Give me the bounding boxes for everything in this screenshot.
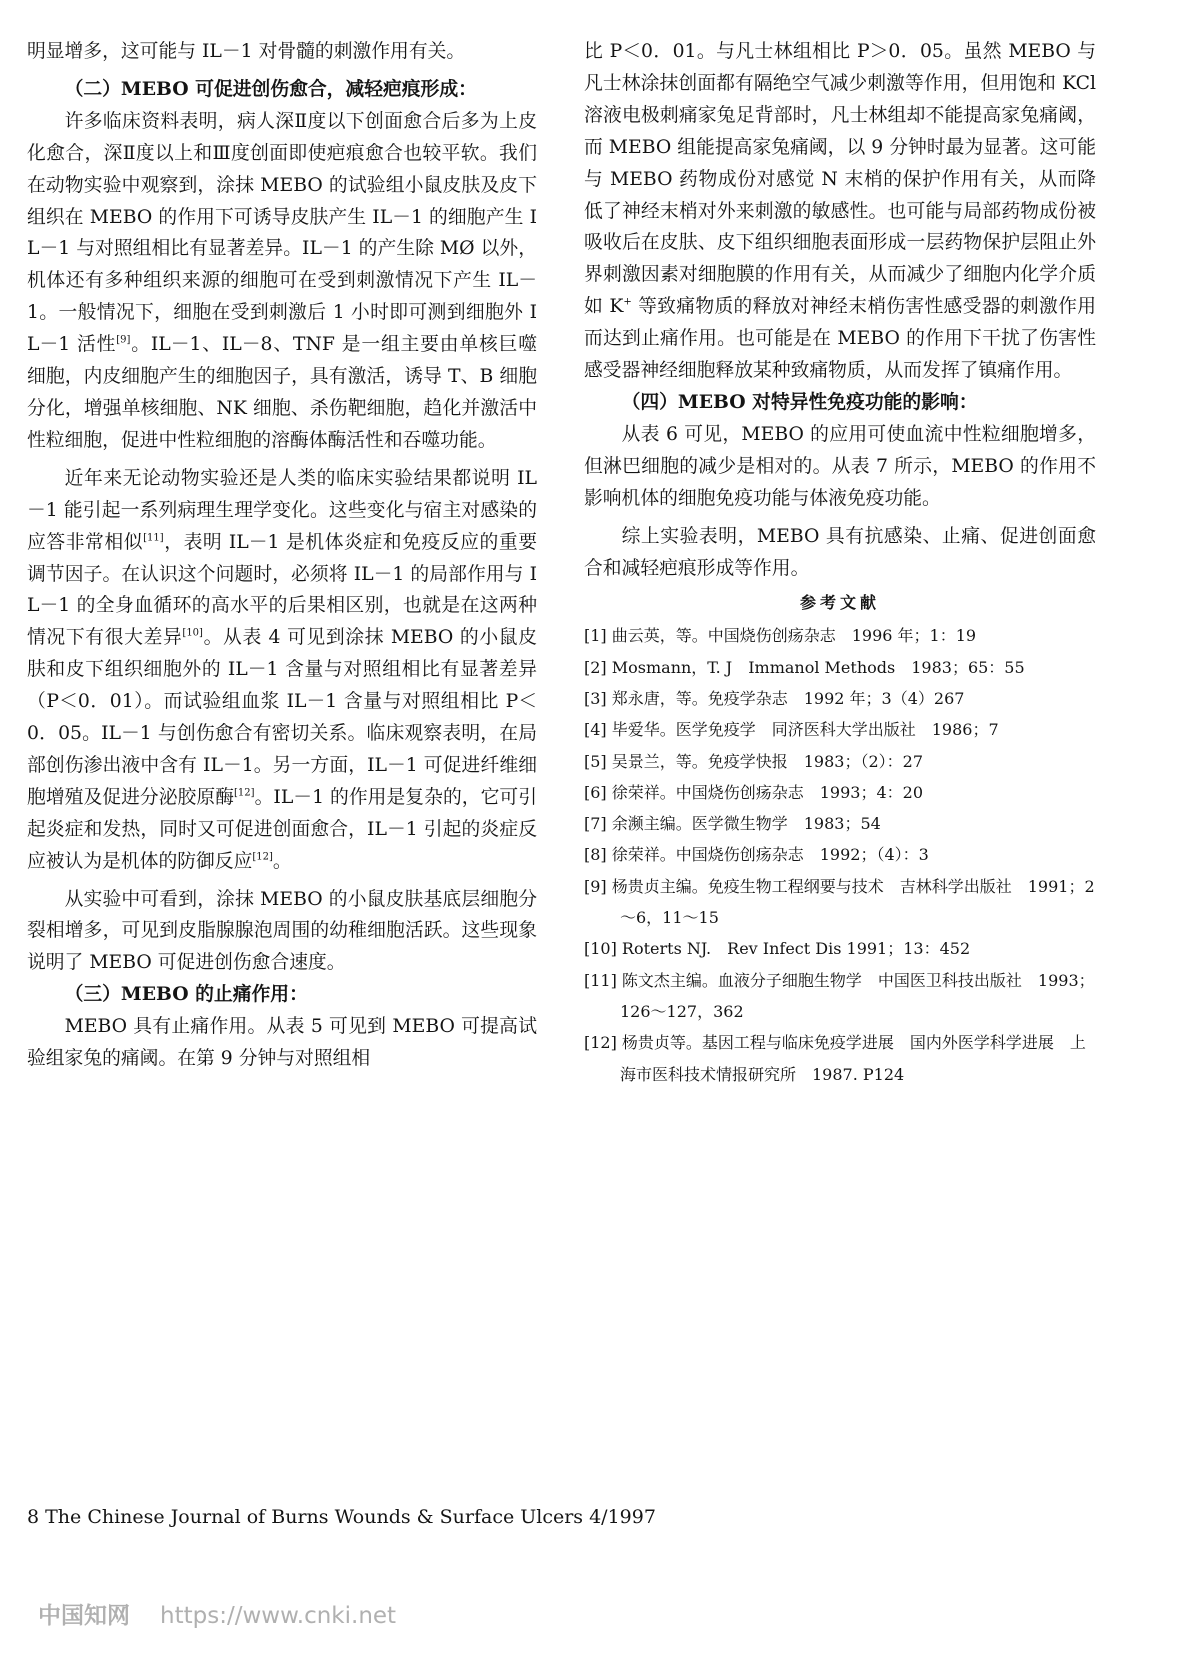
paragraph-3-part1: 比 P＜0．01。与凡士林组相比 P＞0．05。虽然 MEBO 与凡士林涂抹创面都有隔绝空气减少刺激等作用，但用饱和 KCl 溶液电极刺痛家兔足背部时，凡士林组却不能提高家兔痛阈，而 MEBO 组能提高家兔痛阈，以 9 分钟时最为显著。这可能与 MEBO 药物成份对感觉 N 末梢的保护作用有关，从而降低了神经末梢对外来刺激的敏感性。也可能与局部药物成份被吸收后在皮肤、皮下组织细胞表面形成一层药物保护层阻止外界刺激因素对细胞膜的作用有关，从而减少了细胞内化学介质如 K <box>584 41 1096 318</box>
paragraph-2b-part3: 。从表 4 可见到涂抹 MEBO 的小鼠皮肤和皮下组织细胞外的 IL－1 含量与对照组相比有显著差异（P＜0．01）。而试验组血浆 IL－1 含量与对照组相比 P＜0．05。IL－1 与创伤愈合有密切关系。临床观察表明，在局部创伤渗出液中含有 IL－1。另一方面，IL－1 可促进纤维细胞增殖及促进分泌胶原酶 <box>27 627 537 808</box>
reference-item: [6] 徐荣祥。中国烧伤创疡杂志 1993；4：20 <box>584 782 924 802</box>
paragraph-summary: 综上实验表明，MEBO 具有抗感染、止痛、促进创面愈合和减轻疤痕形成等作用。 <box>584 525 1096 579</box>
citation-11: [11] <box>143 532 164 544</box>
watermark-url: https://www.cnki.net <box>160 1603 397 1629</box>
reference-item: [5] 吴景兰，等。免疫学快报 1983；（2）：27 <box>584 751 924 771</box>
section-heading-3: （三）MEBO 的止痛作用： <box>64 983 308 1006</box>
paragraph-2a-part2: 。IL－1、IL－8、TNF 是一组主要由单核巨噬细胞，内皮细胞产生的细胞因子，具有激活，诱导 T、B 细胞分化，增强单核细胞、NK 细胞、杀伤靶细胞，趋化并激活中性粒细胞，促进中性粒细胞的溶酶体酶活性和吞噬功能。 <box>27 334 537 451</box>
reference-item: [9] 杨贵贞主编。免疫生物工程纲要与技术 吉林科学出版社 1991；2～6，11～15 <box>584 876 1095 928</box>
citation-9: [9] <box>116 334 131 346</box>
potassium-superscript: + <box>623 296 632 308</box>
section-heading-2: （二）MEBO 可促进创伤愈合，减轻疤痕形成： <box>64 77 477 100</box>
page-footer: 8 The Chinese Journal of Burns Wounds & Surface Ulcers 4/1997 <box>27 1506 656 1528</box>
paragraph-2b <box>27 463 537 878</box>
reference-item: [11] 陈文杰主编。血液分子细胞生物学 中国医卫科技出版社 1993；126～127，362 <box>584 970 1095 1021</box>
watermark-name: 中国知网 <box>38 1603 130 1629</box>
reference-item: [2] Mosmann，T. J Immanol Methods 1983；65：55 <box>584 657 1025 677</box>
paragraph-2a-part1: 许多临床资料表明，病人深Ⅱ度以下创面愈合后多为上皮化愈合，深Ⅱ度以上和Ⅲ度创面即使疤痕愈合也较平软。我们在动物实验中观察到，涂抹 MEBO 的试验组小鼠皮肤及皮下组织在 MEBO 的作用下可诱导皮肤产生 IL－1 的细胞产生 IL－1 与对照组相比有显著差异。IL－1 的产生除 MØ 以外，机体还有多种组织来源的细胞可在受到刺激情况下产生 IL－1。一般情况下，细胞在受到刺激后 1 小时即可测到细胞外 IL－1 活性 <box>27 110 537 356</box>
paragraph-2b-part5: 。 <box>272 850 292 872</box>
reference-item: [7] 余濒主编。医学微生物学 1983；54 <box>584 814 881 834</box>
citation-12a: [12] <box>234 787 255 799</box>
citation-12b: [12] <box>252 851 273 863</box>
paragraph-2c: 从实验中可看到，涂抹 MEBO 的小鼠皮肤基底层细胞分裂相增多，可见到皮脂腺腺泡周围的幼稚细胞活跃。这些现象说明了 MEBO 可促进创伤愈合速度。 <box>27 888 537 974</box>
cnki-watermark <box>38 1597 396 1630</box>
paragraph-3-part2: 等致痛物质的释放对神经末梢伤害性感受器的刺激作用而达到止痛作用。也可能是在 MEBO 的作用下干扰了伤害性感受器神经细胞释放某种致痛物质，从而发挥了镇痛作用。 <box>584 296 1096 382</box>
paragraph-3-continued <box>584 36 1096 387</box>
paragraph-2b-part2: ，表明 IL－1 是机体炎症和免疫反应的重要调节因子。在认识这个问题时，必须将 IL－1 的局部作用与 IL－1 的全身血循环的高水平的后果相区别，也就是在这两种情况下有很大差异 <box>27 531 538 649</box>
reference-item: [8] 徐荣祥。中国烧伤创疡杂志 1992；（4）：3 <box>584 845 929 865</box>
paragraph-continued: 明显增多，这可能与 IL－1 对骨髓的刺激作用有关。 <box>27 41 466 62</box>
reference-item: [1] 曲云英，等。中国烧伤创疡杂志 1996 年；1：19 <box>584 626 977 646</box>
reference-item: [10] Roterts NJ. Rev Infect Dis 1991；13：452 <box>584 939 971 959</box>
left-column <box>27 36 537 1075</box>
references-list <box>584 620 1096 1089</box>
reference-item: [3] 郑永唐，等。免疫学杂志 1992 年；3（4）267 <box>584 689 965 708</box>
citation-10: [10] <box>182 628 203 640</box>
reference-item: [12] 杨贵贞等。基因工程与临床免疫学进展 国内外医学科学进展 上海市医科技术情报研究所 1987. P124 <box>584 1033 1086 1084</box>
paragraph-4: 从表 6 可见，MEBO 的应用可使血流中性粒细胞增多，但淋巴细胞的减少是相对的。从表 7 所示，MEBO 的作用不影响机体的细胞免疫功能与体液免疫功能。 <box>584 423 1096 509</box>
right-column <box>584 36 1096 1090</box>
reference-item: [4] 毕爱华。医学免疫学 同济医科大学出版社 1986；7 <box>584 720 999 740</box>
paragraph-3-start: MEBO 具有止痛作用。从表 5 可见到 MEBO 可提高试验组家兔的痛阈。在第 9 分钟与对照组相 <box>27 1016 537 1070</box>
references-title: 参考文献 <box>799 593 880 613</box>
paragraph-2b-part4: 。IL－1 的作用是复杂的，它可引起炎症和发热，同时又可促进创面愈合，IL－1 引起的炎症反应被认为是机体的防御反应 <box>27 786 538 872</box>
paragraph-2a <box>27 106 537 457</box>
paragraph-2b-part1: 近年来无论动物实验还是人类的临床实验结果都说明 IL－1 能引起一系列病理生理学变化。这些变化与宿主对感染的应答非常相似 <box>27 467 537 553</box>
section-heading-4: （四）MEBO 对特异性免疫功能的影响： <box>621 390 978 413</box>
